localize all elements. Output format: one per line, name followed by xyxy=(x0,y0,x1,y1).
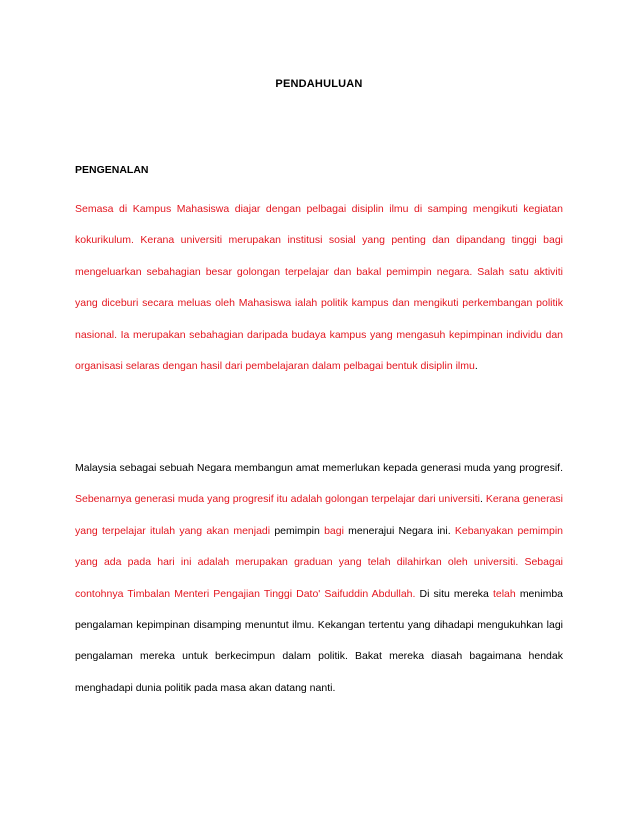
paragraph-2-segment-3: . xyxy=(480,493,483,506)
paragraph-2-segment-1: Malaysia sebagai sebuah Negara membangun amat memerlukan kepada generasi muda yang progresif. xyxy=(75,462,563,474)
paragraph-2-segment-8: Kebanyakan pemimpin yang ada pada hari ini adalah merupakan graduan yang telah dilahirkan oleh universiti. Sebagai contohnya Timbalan Menteri Pengajian Tinggi Dato' Saifuddin Abdullah. xyxy=(75,524,563,600)
paragraph-2-segment-2: Sebenarnya generasi muda yang progresif itu adalah golongan terpelajar dari universiti xyxy=(75,493,480,506)
paragraph-2-segment-6: bagi xyxy=(324,524,344,537)
paragraph-2-segment-9: Di situ mereka xyxy=(415,587,493,600)
paragraph-malaysia xyxy=(75,453,563,704)
paragraph-2-segment-10: telah xyxy=(492,587,516,600)
paragraph-2-segment-5: pemimpin xyxy=(270,524,325,537)
paragraph-1-red-text: Semasa di Kampus Mahasiswa diajar dengan pelbagai disiplin ilmu di samping mengikuti kegiatan kokurikulum. Kerana universiti merupakan institusi sosial yang penting dan dipandang tinggi bagi mengeluarkan sebahagian besar golongan terpelajar dan bakal pemimpin negara. Salah satu aktiviti yang diceburi secara meluas oleh Mahasiswa ialah politik kampus dan mengikuti perkembangan politik nasional. Ia merupakan sebahagian daripada budaya kampus yang mengasuh kepimpinan individu dan organisasi selaras dengan hasil dari pembelajaran dalam pelbagai bentuk disiplin ilmu xyxy=(75,203,563,373)
paragraph-2-segment-11: menimba pengalaman kepimpinan disamping menuntut ilmu. Kekangan tertentu yang dihadapi mengukuhkan lagi pengalaman mereka untuk berkecimpun dalam politik. Bakat mereka diasah bagaimana hendak menghadapi dunia politik pada masa akan datang nanti. xyxy=(75,587,563,694)
document-title: PENDAHULUAN xyxy=(275,78,363,90)
paragraph-introduction xyxy=(75,194,563,382)
paragraph-2-segment-7: menerajui Negara ini. xyxy=(343,524,455,537)
paragraph-1-period: . xyxy=(474,360,478,373)
section-heading: PENGENALAN xyxy=(75,164,149,176)
paragraph-2-segment-4: Kerana generasi yang terpelajar itulah yang akan menjadi xyxy=(75,493,563,537)
